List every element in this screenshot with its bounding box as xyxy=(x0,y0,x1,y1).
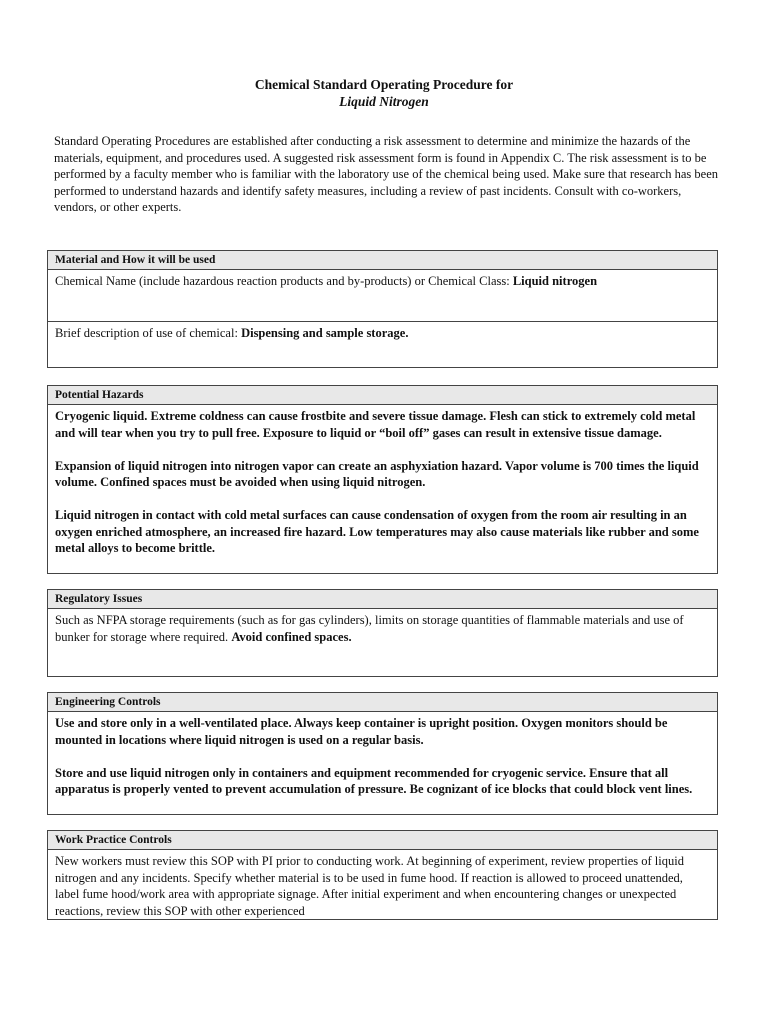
hazard-paragraph: Expansion of liquid nitrogen into nitrogen vapor can create an asphyxiation hazard. Vapor volume is 700 times the liquid volume. Confined spaces must be avoided when using liquid nitrogen. xyxy=(55,458,699,489)
section-header: Engineering Controls xyxy=(48,693,717,712)
engineering-paragraph: Store and use liquid nitrogen only in containers and equipment recommended for cryogenic service. Ensure that all apparatus is properly vented to prevent accumulation of pressure. Be cognizant of ice blocks that could block vent lines. xyxy=(55,765,693,796)
hazards-cell xyxy=(48,405,717,557)
work-practice-section xyxy=(47,830,718,920)
chemical-use-cell xyxy=(48,321,717,342)
regulatory-value: Avoid confined spaces. xyxy=(231,629,352,644)
material-section xyxy=(47,250,718,368)
regulatory-cell xyxy=(48,609,717,645)
work-practice-text: New workers must review this SOP with PI prior to conducting work. At beginning of experiment, review properties of liquid nitrogen and any incidents. Specify whether material is to be used in fume hood. If reaction is allowed to proceed unattended, label fume hood/work area with appropriate signage. After initial experiment and when encountering changes or unexpected reactions, review this SOP with other experienced xyxy=(55,854,684,918)
chemical-use-label: Brief description of use of chemical: xyxy=(55,326,238,340)
chemical-name-cell xyxy=(48,270,717,321)
hazards-section xyxy=(47,385,718,574)
hazard-paragraph: Liquid nitrogen in contact with cold metal surfaces can cause condensation of oxygen from the room air resulting in an oxygen enriched atmosphere, an increased fire hazard. Low temperatures may also cause materials like rubber and some metal alloys to become brittle. xyxy=(55,508,699,555)
title-block xyxy=(0,76,768,110)
chemical-name-value: Liquid nitrogen xyxy=(512,274,598,288)
work-practice-cell xyxy=(48,850,717,919)
intro-paragraph: Standard Operating Procedures are established after conducting a risk assessment to determine and minimize the hazards of the materials, equipment, and procedures used. A suggested risk assessment form is found in Appendix C. The risk assessment is to be performed by a faculty member who is familiar with the laboratory use of the chemical being used. Make sure that research has been performed to understand hazards and identify safety measures, including a review of past incidents. Consult with co-workers, vendors, or other experts. xyxy=(54,134,718,214)
regulatory-label: Such as NFPA storage requirements (such as for gas cylinders), limits on storage quantities of flammable materials and use of bunker for storage where required. xyxy=(55,613,684,644)
hazard-paragraph: Cryogenic liquid. Extreme coldness can cause frostbite and severe tissue damage. Flesh can stick to extremely cold metal and will tear when you try to pull free. Exposure to liquid or “boil off” gases can result in extensive tissue damage. xyxy=(55,409,696,440)
section-header: Potential Hazards xyxy=(48,386,717,405)
document-title: Chemical Standard Operating Procedure for xyxy=(254,77,514,92)
engineering-section xyxy=(47,692,718,815)
chemical-use-value: Dispensing and sample storage. xyxy=(241,326,409,340)
chemical-name-label: Chemical Name (include hazardous reaction products and by-products) or Chemical Class: xyxy=(55,274,510,288)
engineering-paragraph: Use and store only in a well-ventilated place. Always keep container is upright position. Oxygen monitors should be mounted in locations where liquid nitrogen is used on a regular basis. xyxy=(55,716,668,747)
engineering-cell xyxy=(48,712,717,798)
document-subtitle: Liquid Nitrogen xyxy=(339,94,429,109)
regulatory-section xyxy=(47,589,718,677)
section-header: Material and How it will be used xyxy=(48,251,717,270)
section-header: Work Practice Controls xyxy=(48,831,717,850)
section-header: Regulatory Issues xyxy=(48,590,717,609)
